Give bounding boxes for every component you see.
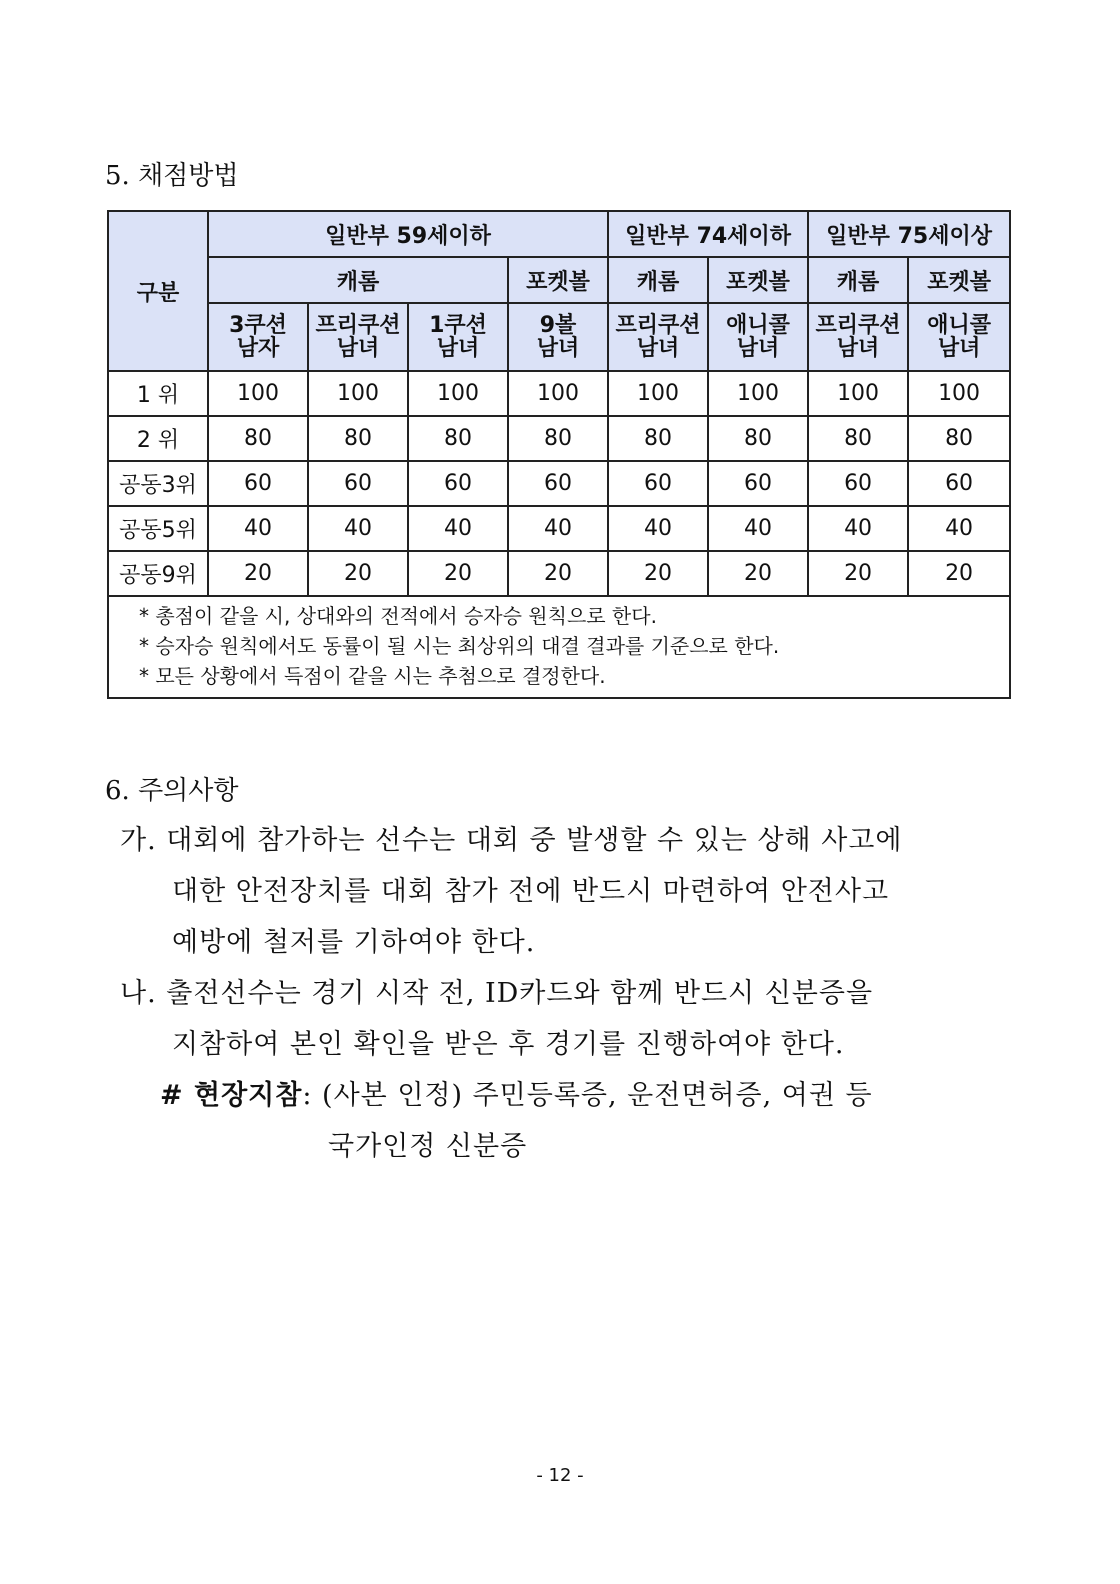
rank-cell: 1 위	[108, 371, 208, 416]
score-cell: 80	[708, 416, 808, 461]
score-cell: 100	[308, 371, 408, 416]
score-cell: 20	[308, 551, 408, 596]
score-cell: 60	[208, 461, 308, 506]
group-header: 일반부 74세이하	[608, 211, 808, 257]
game-header: 포켓볼	[908, 257, 1010, 303]
note-line: * 승자승 원칙에서도 동률이 될 시는 최상위의 대결 결과를 기준으로 한다.	[139, 634, 780, 658]
score-cell: 20	[808, 551, 908, 596]
score-cell: 80	[608, 416, 708, 461]
score-cell: 80	[208, 416, 308, 461]
event-gender: 남녀	[836, 336, 880, 361]
event-gender: 남녀	[937, 336, 981, 361]
event-header	[808, 303, 908, 371]
score-cell: 100	[808, 371, 908, 416]
event-name: 프리쿠션	[615, 313, 701, 338]
score-cell: 40	[708, 506, 808, 551]
score-cell: 40	[508, 506, 608, 551]
onsite-text-continued: 국가인정 신분증	[328, 1131, 528, 1162]
event-header	[708, 303, 808, 371]
note-line: * 모든 상황에서 득점이 같을 시는 추첨으로 결정한다.	[139, 664, 606, 688]
score-cell: 20	[608, 551, 708, 596]
event-name: 프리쿠션	[315, 313, 401, 338]
game-header: 포켓볼	[508, 257, 608, 303]
game-header: 캐롬	[808, 257, 908, 303]
score-cell: 100	[208, 371, 308, 416]
table-row	[108, 416, 1010, 461]
score-cell: 80	[308, 416, 408, 461]
score-cell: 60	[408, 461, 508, 506]
score-cell: 80	[808, 416, 908, 461]
event-gender: 남녀	[436, 336, 480, 361]
score-cell: 40	[408, 506, 508, 551]
score-cell: 20	[508, 551, 608, 596]
table-row	[108, 506, 1010, 551]
event-header	[908, 303, 1010, 371]
game-header: 캐롬	[208, 257, 508, 303]
score-cell: 40	[808, 506, 908, 551]
event-name: 1쿠션	[429, 313, 487, 338]
score-cell: 60	[608, 461, 708, 506]
event-gender: 남녀	[636, 336, 680, 361]
onsite-label: # 현장지참	[160, 1080, 303, 1111]
item-ga-line-3: 예방에 철저를 기하여야 한다.	[172, 927, 536, 958]
note-line: * 총점이 같을 시, 상대와의 전적에서 승자승 원칙으로 한다.	[139, 604, 657, 628]
table-row	[108, 551, 1010, 596]
event-header	[208, 303, 308, 371]
score-cell: 40	[308, 506, 408, 551]
item-ga-line-1: 가. 대회에 참가하는 선수는 대회 중 발생할 수 있는 상해 사고에	[120, 825, 903, 856]
event-gender: 남녀	[736, 336, 780, 361]
score-cell: 100	[708, 371, 808, 416]
score-cell: 100	[508, 371, 608, 416]
score-cell: 60	[708, 461, 808, 506]
score-cell: 100	[908, 371, 1010, 416]
item-na-line-1: 나. 출전선수는 경기 시작 전, ID카드와 함께 반드시 신분증을	[120, 978, 874, 1009]
table-corner-header: 구분	[108, 211, 208, 371]
score-cell: 80	[508, 416, 608, 461]
event-name: 애니콜	[927, 313, 991, 338]
event-gender: 남자	[236, 336, 280, 361]
event-gender: 남녀	[536, 336, 580, 361]
group-header: 일반부 75세이상	[808, 211, 1010, 257]
rank-cell: 2 위	[108, 416, 208, 461]
event-name: 프리쿠션	[815, 313, 901, 338]
item-ga-line-2: 대한 안전장치를 대회 참가 전에 반드시 마련하여 안전사고	[172, 876, 890, 907]
score-cell: 20	[908, 551, 1010, 596]
section-5-title: 5. 채점방법	[105, 161, 239, 191]
scoring-table	[107, 210, 1011, 699]
event-gender: 남녀	[336, 336, 380, 361]
table-row	[108, 461, 1010, 506]
onsite-requirement	[160, 1073, 873, 1112]
score-cell: 20	[208, 551, 308, 596]
rank-cell: 공동5위	[108, 506, 208, 551]
game-header: 캐롬	[608, 257, 708, 303]
onsite-text: : (사본 인정) 주민등록증, 운전면허증, 여권 등	[302, 1080, 873, 1111]
group-header: 일반부 59세이하	[208, 211, 608, 257]
table-notes	[108, 596, 1010, 698]
event-header	[508, 303, 608, 371]
event-name: 9볼	[539, 313, 577, 338]
score-cell: 80	[408, 416, 508, 461]
score-cell: 40	[908, 506, 1010, 551]
score-cell: 100	[608, 371, 708, 416]
game-header: 포켓볼	[708, 257, 808, 303]
event-header	[308, 303, 408, 371]
score-cell: 60	[908, 461, 1010, 506]
score-cell: 60	[508, 461, 608, 506]
score-cell: 20	[408, 551, 508, 596]
table-row	[108, 371, 1010, 416]
rank-cell: 공동9위	[108, 551, 208, 596]
event-name: 애니콜	[726, 313, 790, 338]
score-cell: 100	[408, 371, 508, 416]
page-number: - 12 -	[536, 1465, 584, 1486]
score-cell: 60	[808, 461, 908, 506]
event-header	[408, 303, 508, 371]
event-name: 3쿠션	[229, 313, 287, 338]
score-cell: 80	[908, 416, 1010, 461]
score-cell: 40	[608, 506, 708, 551]
score-cell: 20	[708, 551, 808, 596]
score-cell: 60	[308, 461, 408, 506]
section-6-title: 6. 주의사항	[105, 776, 239, 806]
rank-cell: 공동3위	[108, 461, 208, 506]
event-header	[608, 303, 708, 371]
item-na-line-2: 지참하여 본인 확인을 받은 후 경기를 진행하여야 한다.	[172, 1029, 845, 1060]
score-cell: 40	[208, 506, 308, 551]
